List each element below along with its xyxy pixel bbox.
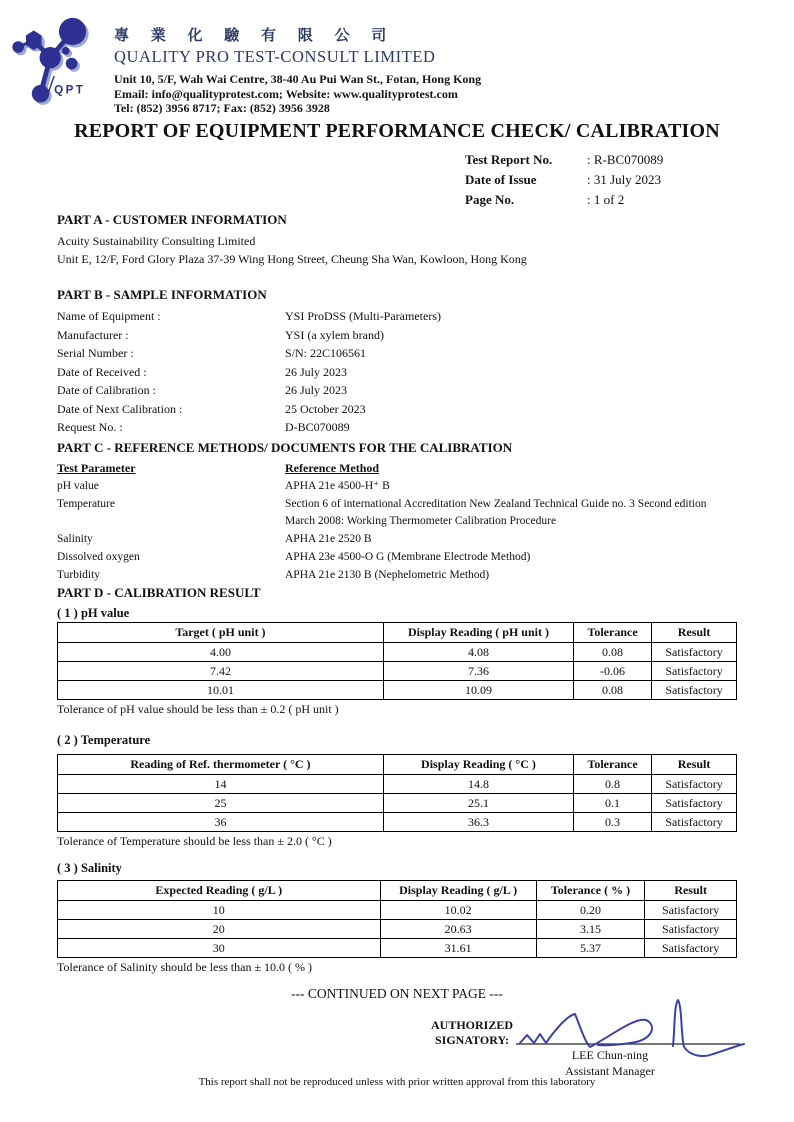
cell: 10.02 — [380, 901, 536, 920]
report-number-row — [465, 150, 663, 170]
cell: Satisfactory — [652, 794, 737, 813]
part-d-heading: PART D - CALIBRATION RESULT — [57, 585, 261, 600]
temperature-tolerance-note: Tolerance of Temperature should be less than ± 2.0 ( °C ) — [57, 834, 332, 848]
cell: 14 — [58, 775, 384, 794]
parameter-turbidity: Turbidity — [57, 568, 101, 581]
part-c-reference-methods — [57, 440, 739, 585]
cell: Satisfactory — [652, 775, 737, 794]
cell: 4.08 — [383, 643, 573, 662]
date-of-issue-row — [465, 170, 663, 190]
salinity-table-header-row — [58, 881, 737, 901]
equipment-name-value: YSI ProDSS (Multi-Parameters) — [285, 309, 441, 323]
salinity-calibration-table — [57, 880, 737, 958]
ph-target-header: Target ( pH unit ) — [58, 623, 384, 643]
salinity-expected-header: Expected Reading ( g/L ) — [58, 881, 381, 901]
temperature-table-header-row — [58, 755, 737, 775]
part-a-heading: PART A - CUSTOMER INFORMATION — [57, 212, 287, 227]
signatory-line: SIGNATORY: — [434, 1033, 510, 1047]
molecule-logo-icon — [8, 14, 108, 116]
ph-table-caption: ( 1 ) pH value — [57, 606, 130, 620]
request-number-value: D-BC070089 — [285, 420, 350, 434]
method-ph: APHA 21e 4500-H⁺ B — [285, 479, 390, 492]
cell: 0.08 — [574, 681, 652, 700]
part-a-customer-information — [57, 212, 739, 268]
ph-calibration-table — [57, 622, 737, 700]
cell: Satisfactory — [652, 813, 737, 832]
table-row — [58, 775, 737, 794]
cell: 20 — [58, 920, 381, 939]
signatory-name: LEE Chun-ning — [571, 1048, 649, 1062]
temp-tolerance-header: Tolerance — [574, 755, 652, 775]
page-number-value: : 1 of 2 — [587, 192, 625, 207]
salinity-result-header: Result — [645, 881, 737, 901]
reference-methods-grid — [57, 460, 739, 585]
cell: 36 — [58, 813, 384, 832]
date-calibration-value: 26 July 2023 — [285, 383, 348, 397]
table-row — [58, 794, 737, 813]
sample-info-grid — [57, 307, 739, 437]
cell: Satisfactory — [645, 939, 737, 958]
table-row — [58, 920, 737, 939]
company-address: Unit 10, 5/F, Wah Wai Centre, 38-40 Au Pui Wan St., Fotan, Hong Kong — [114, 72, 482, 86]
logo-qpt-text: QPT — [54, 83, 86, 97]
cell: Satisfactory — [652, 662, 737, 681]
date-of-issue-label: Date of Issue — [465, 172, 537, 187]
date-next-calibration-label: Date of Next Calibration : — [57, 401, 183, 416]
cell: 31.61 — [380, 939, 536, 958]
part-b-sample-information — [57, 287, 739, 437]
parameter-ph: pH value — [57, 479, 99, 492]
manufacturer-value: YSI (a xylem brand) — [285, 327, 384, 342]
cell: 0.1 — [574, 794, 652, 813]
footer-disclaimer: This report shall not be reproduced unless with prior written approval from this laboratory — [198, 1076, 596, 1088]
serial-number-value: S/N: 22C106561 — [285, 346, 367, 360]
company-email-website: Email: info@qualityprotest.com; Website: www.qualityprotest.com — [114, 86, 458, 101]
ph-tolerance-note: Tolerance of pH value should be less than ± 0.2 ( pH unit ) — [57, 702, 339, 716]
part-c-heading: PART C - REFERENCE METHODS/ DOCUMENTS FOR THE CALIBRATION — [57, 440, 513, 455]
method-temperature: Section 6 of international Accreditation New Zealand Technical Guide no. 3 Second edition March 2008: Working Thermometer Calibration Procedure — [285, 497, 707, 528]
cell: Satisfactory — [652, 643, 737, 662]
cell: 10 — [58, 901, 381, 920]
page-number-label: Page No. — [465, 192, 515, 207]
cell: Satisfactory — [652, 681, 737, 700]
reference-method-column-header: Reference Method — [285, 461, 380, 475]
temp-result-header: Result — [652, 755, 737, 775]
cell: 14.8 — [383, 775, 573, 794]
page-number-row — [465, 190, 663, 210]
ph-result-header: Result — [652, 623, 737, 643]
table-row — [58, 813, 737, 832]
cell: 25 — [58, 794, 384, 813]
salinity-tolerance-note: Tolerance of Salinity should be less than ± 10.0 ( % ) — [57, 960, 313, 974]
customer-name: Acuity Sustainability Consulting Limited — [57, 234, 256, 248]
request-number-label: Request No. : — [57, 420, 123, 434]
equipment-name-label: Name of Equipment : — [57, 309, 161, 323]
cell: 10.09 — [383, 681, 573, 700]
cell: 30 — [58, 939, 381, 958]
report-title: REPORT OF EQUIPMENT PERFORMANCE CHECK/ CALIBRATION — [74, 120, 720, 142]
cell: 5.37 — [536, 939, 645, 958]
table-row — [58, 643, 737, 662]
ph-table-header-row — [58, 623, 737, 643]
salinity-display-header: Display Reading ( g/L ) — [380, 881, 536, 901]
manufacturer-label: Manufacturer : — [57, 327, 129, 342]
cell: Satisfactory — [645, 920, 737, 939]
company-address-block — [114, 72, 481, 116]
company-name-chinese: 專 業 化 驗 有 限 公 司 — [114, 28, 396, 44]
report-number-value: : R-BC070089 — [587, 152, 664, 167]
date-received-label: Date of Received : — [57, 364, 147, 379]
cell: 20.63 — [380, 920, 536, 939]
cell: 36.3 — [383, 813, 573, 832]
table-row — [58, 662, 737, 681]
parameter-salinity: Salinity — [57, 533, 93, 546]
company-logo — [8, 14, 108, 116]
cell: 4.00 — [58, 643, 384, 662]
method-dissolved-oxygen: APHA 23e 4500-O G (Membrane Electrode Method) — [285, 550, 531, 563]
temp-display-header: Display Reading ( °C ) — [383, 755, 573, 775]
cell: 3.15 — [536, 920, 645, 939]
salinity-table-caption: ( 3 ) Salinity — [57, 861, 122, 875]
date-received-value: 26 July 2023 — [285, 364, 348, 379]
report-number-label: Test Report No. — [465, 152, 553, 167]
company-name-english: QUALITY PRO TEST-CONSULT LIMITED — [114, 47, 436, 66]
letterhead-text — [114, 14, 481, 116]
temp-ref-header: Reading of Ref. thermometer ( °C ) — [58, 755, 384, 775]
cell: 0.20 — [536, 901, 645, 920]
company-tel-fax: Tel: (852) 3956 8717; Fax: (852) 3956 3928 — [114, 101, 330, 115]
cell: 0.3 — [574, 813, 652, 832]
temperature-table-caption: ( 2 ) Temperature — [57, 733, 151, 747]
letterhead — [8, 14, 481, 116]
report-info — [465, 150, 663, 210]
authorized-line: AUTHORIZED — [430, 1018, 513, 1032]
salinity-tolerance-header: Tolerance ( % ) — [536, 881, 645, 901]
date-calibration-label: Date of Calibration : — [57, 383, 156, 397]
ph-tolerance-header: Tolerance — [574, 623, 652, 643]
cell: 0.08 — [574, 643, 652, 662]
customer-address: Unit E, 12/F, Ford Glory Plaza 37-39 Wing Hong Street, Cheung Sha Wan, Kowloon, Hong Kong — [57, 252, 527, 266]
cell: Satisfactory — [645, 901, 737, 920]
serial-number-label: Serial Number : — [57, 346, 134, 360]
cell: 7.42 — [58, 662, 384, 681]
test-parameter-column-header: Test Parameter — [57, 461, 136, 475]
table-row — [58, 901, 737, 920]
cell: 10.01 — [58, 681, 384, 700]
method-turbidity: APHA 21e 2130 B (Nephelometric Method) — [285, 568, 490, 581]
ph-display-header: Display Reading ( pH unit ) — [383, 623, 573, 643]
cell: 0.8 — [574, 775, 652, 794]
parameter-temperature: Temperature — [57, 497, 115, 510]
parameter-dissolved-oxygen: Dissolved oxygen — [57, 550, 140, 563]
part-b-heading: PART B - SAMPLE INFORMATION — [57, 287, 267, 302]
signatory-job-title: Assistant Manager — [565, 1064, 655, 1078]
cell: -0.06 — [574, 662, 652, 681]
date-of-issue-value: : 31 July 2023 — [587, 172, 662, 187]
continued-on-next-page: --- CONTINUED ON NEXT PAGE --- — [291, 986, 503, 1001]
temperature-calibration-table — [57, 754, 737, 832]
cell: 7.36 — [383, 662, 573, 681]
table-row — [58, 681, 737, 700]
cell: 25.1 — [383, 794, 573, 813]
table-row — [58, 939, 737, 958]
date-next-calibration-value: 25 October 2023 — [285, 401, 366, 416]
part-d-calibration-result — [57, 585, 739, 975]
method-salinity: APHA 21e 2520 B — [285, 533, 372, 546]
